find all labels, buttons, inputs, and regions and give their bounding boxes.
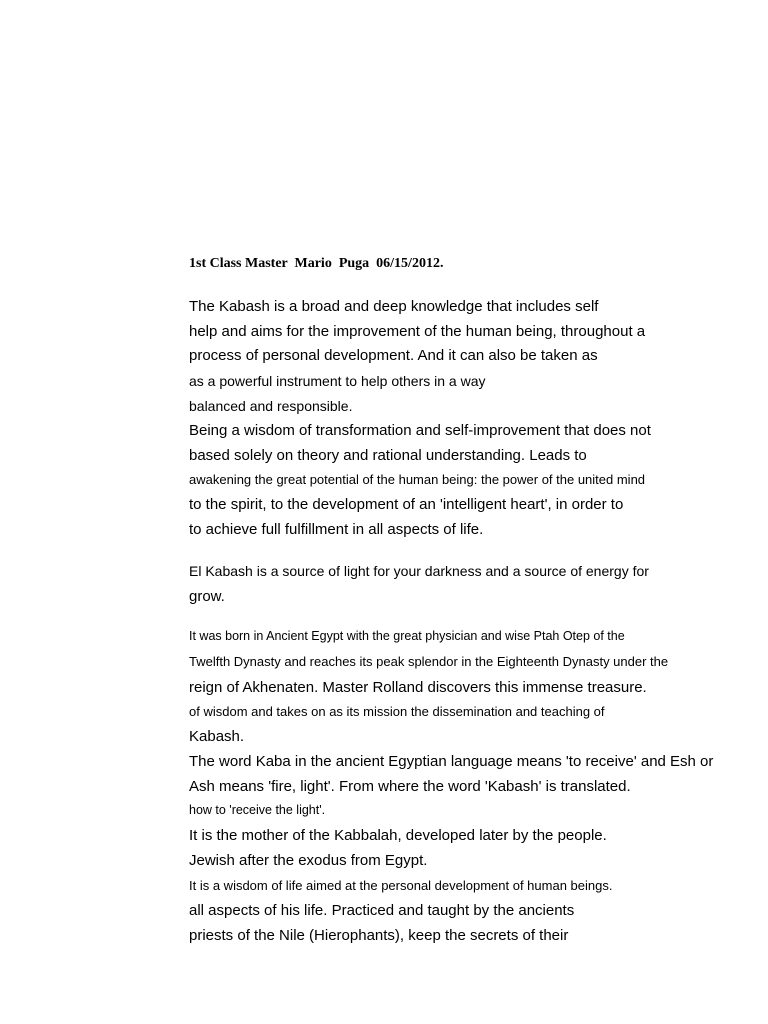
- document-heading: 1st Class Master Mario Puga 06/15/2012.: [189, 256, 444, 271]
- text-line: help and aims for the improvement of the human being, throughout a: [189, 323, 646, 340]
- text-line: grow.: [189, 588, 225, 605]
- text-line: priests of the Nile (Hierophants), keep the secrets of their: [189, 927, 569, 944]
- text-line: awakening the great potential of the human being: the power of the united mind: [189, 472, 646, 487]
- text-line: as a powerful instrument to help others in a way: [189, 373, 486, 389]
- text-line: It was born in Ancient Egypt with the great physician and wise Ptah Otep of the: [189, 629, 625, 643]
- text-line: Ash means 'fire, light'. From where the word 'Kabash' is translated.: [189, 778, 631, 795]
- text-line: Being a wisdom of transformation and self-improvement that does not: [189, 422, 651, 439]
- text-line: Kabash.: [189, 728, 245, 745]
- text-line: to achieve full fulfillment in all aspects of life.: [189, 521, 484, 538]
- text-line: The Kabash is a broad and deep knowledge that includes self: [189, 298, 599, 315]
- text-line: reign of Akhenaten. Master Rolland discovers this immense treasure.: [189, 679, 647, 696]
- text-line: It is a wisdom of life aimed at the personal development of human beings.: [189, 878, 613, 893]
- text-line: It is the mother of the Kabbalah, developed later by the people.: [189, 827, 607, 844]
- text-line: Twelfth Dynasty and reaches its peak splendor in the Eighteenth Dynasty under the: [189, 654, 669, 669]
- text-line: The word Kaba in the ancient Egyptian language means 'to receive' and Esh or: [189, 753, 714, 770]
- text-line: balanced and responsible.: [189, 398, 353, 414]
- text-line: Jewish after the exodus from Egypt.: [189, 852, 428, 869]
- text-line: El Kabash is a source of light for your darkness and a source of energy for: [189, 563, 649, 579]
- text-line: all aspects of his life. Practiced and taught by the ancients: [189, 902, 575, 919]
- text-line: process of personal development. And it can also be taken as: [189, 347, 598, 364]
- text-line: based solely on theory and rational understanding. Leads to: [189, 447, 587, 464]
- text-line: of wisdom and takes on as its mission the dissemination and teaching of: [189, 704, 605, 719]
- text-line: to the spirit, to the development of an 'intelligent heart', in order to: [189, 496, 624, 513]
- text-line: how to 'receive the light'.: [189, 803, 326, 817]
